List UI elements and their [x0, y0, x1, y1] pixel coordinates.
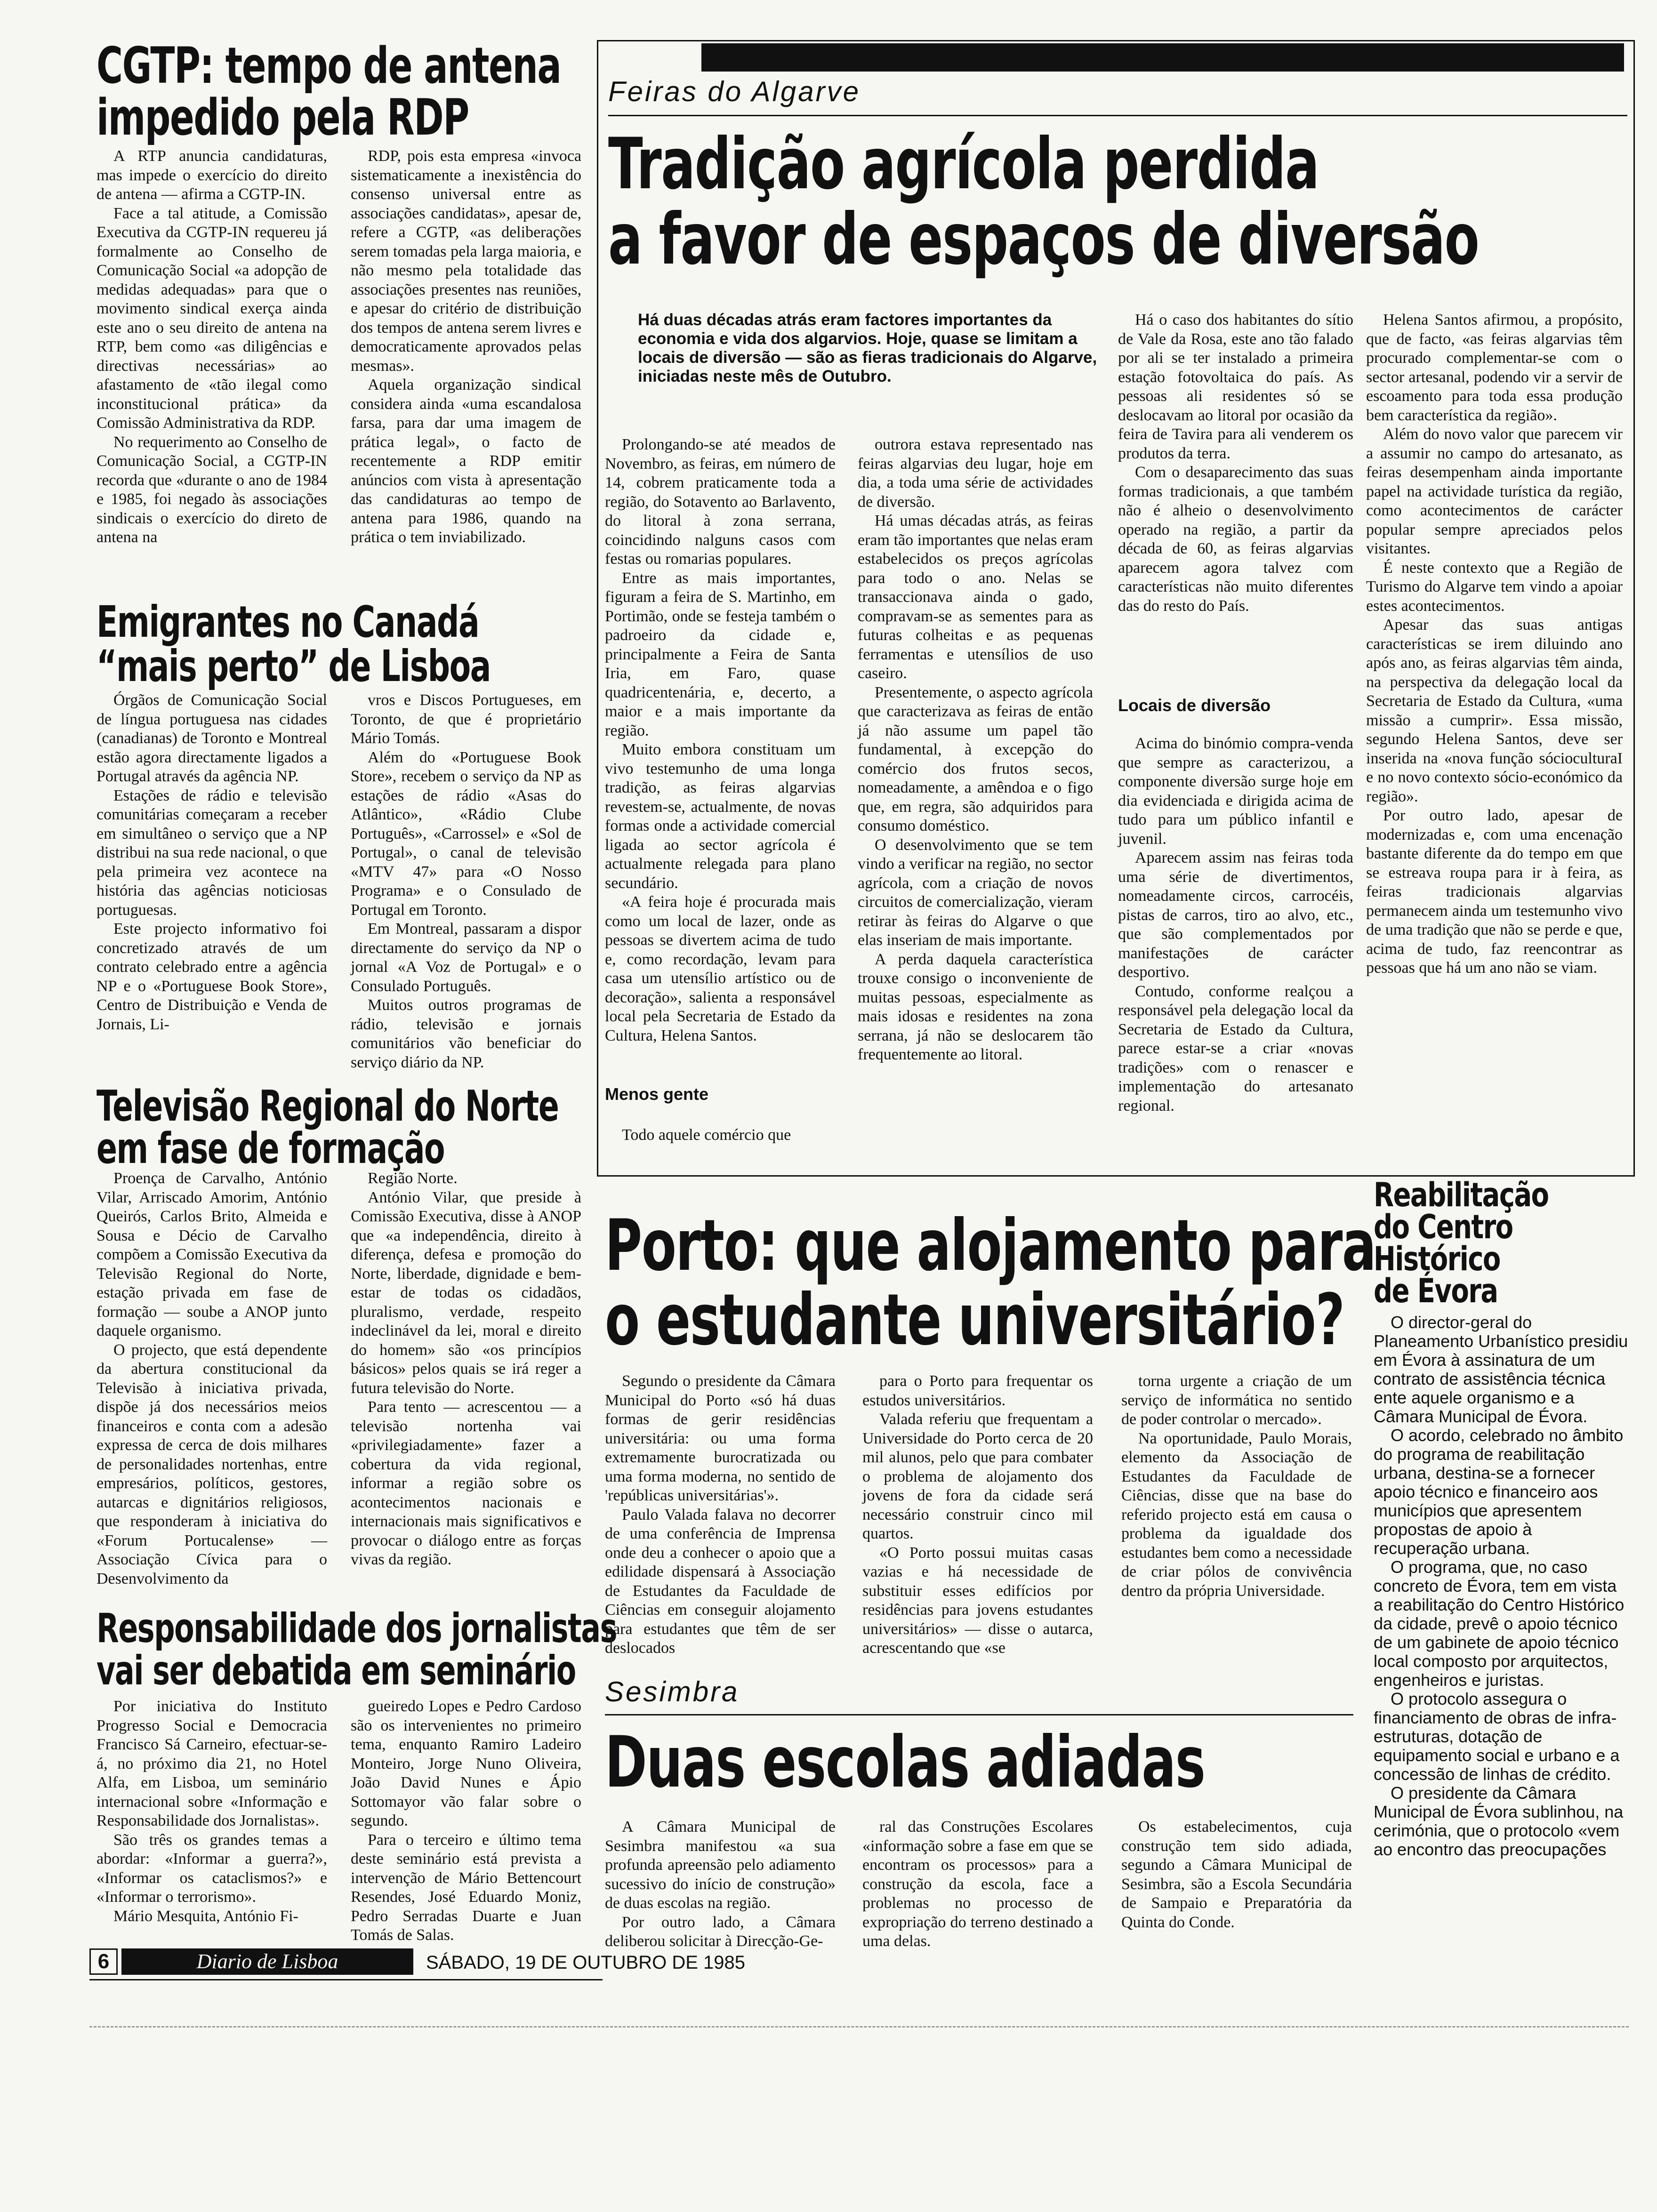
feiras-top-bar	[701, 43, 1624, 72]
feiras-column-3a-paragraph-1: Há o caso dos habitantes do sítio de Vale da Rosa, este ano tão falado por ali se ter instalado a primeira estação fotovoltaica do país. As pessoas ali residentes só se deslocavam ao litoral por ocasião da feira de Tavira para ali venderem os produtos da terra.	[1118, 311, 1353, 462]
emigrantes-column-1-paragraph-2: Estações de rádio e televisão comunitárias começaram a receber em simultâneo o serviço que a NP distribui na sua rede nacional, o que pela primeira vez acontece na história das agências noticiosas portuguesas.	[97, 786, 328, 919]
emigrantes-headline-line-2: “mais perto” de Lisboa	[97, 641, 491, 691]
tv-norte-headline-line-2: em fase de formação	[97, 1124, 445, 1173]
feiras-column-4-paragraph-1: Helena Santos afirmou, a propósito, que de facto, «as feiras algarvias têm procurado complementar-se com o sector artesanal, podendo vir a servir de escoamento para toda essa produção bem característica da região».	[1366, 311, 1623, 424]
tv-norte-column-1-paragraph-1: Proença de Carvalho, António Vilar, Arriscado Amorim, António Queirós, Carlos Brito, Almeida e Sousa e Décio de Carvalho compõem a Comissão Executiva da Televisão Regional do Norte, estação privada em fase de formação — soube a ANOP junto daquele organismo.	[97, 1170, 327, 1339]
tv-norte-column-1	[97, 1169, 327, 1588]
porto-column-1	[605, 1372, 836, 1658]
evora-body-paragraph-4: O protocolo assegura o financiamento de obras de infra-estruturas, dotação de equipamento social e urbano e a concessão de linhas de crédito.	[1374, 1689, 1620, 1784]
evora-headline-line-2: do Centro	[1374, 1208, 1513, 1246]
cgtp-headline-line-1: CGTP: tempo de antena	[97, 37, 561, 95]
evora-body-paragraph-5: O presidente da Câmara Municipal de Évora sublinhou, na cerimónia, que o protocolo «vem ao encontro das preocupações	[1374, 1783, 1624, 1859]
jornalistas-headline-line-2: vai ser debatida em seminário	[97, 1647, 576, 1694]
cgtp-column-1-paragraph-1: A RTP anuncia candidaturas, mas impede o exercício do direito de antena — afirma a CGTP-IN.	[97, 147, 327, 203]
feiras-column-2-paragraph-1: outrora estava representado nas feiras algarvias deu lugar, hoje em dia, a toda uma série de actividades de diversão.	[858, 436, 1093, 511]
cgtp-column-1-paragraph-2: Face a tal atitude, a Comissão Executiva da CGTP-IN requereu já formalmente ao Conselho de Comunicação Social «a adopção de medidas adequadas» para que o movimento sindical exerça ainda este ano o seu direito de antena na RTP, bem como «as diligências e directivas necessárias» ao afastamento de «tão ilegal como inconstitucional prática» da Comissão Administrativa da RDP.	[97, 204, 327, 432]
jornalistas-column-2-paragraph-2: Para o terceiro e último tema deste seminário está prevista a intervenção de Mário Bettencourt Resendes, José Eduardo Moniz, Pedro Serradas Duarte e Juan Tomás de Salas.	[351, 1831, 581, 1944]
feiras-column-3b-paragraph-1: Acima do binómio compra-venda que sempre as caracterizou, a componente diversão surge hoje em dia evidenciada e dirigida acima de tudo para um público infantil e juvenil.	[1118, 735, 1353, 848]
feiras-column-4-paragraph-5: Por outro lado, apesar de modernizadas e, com uma encenação bastante diferente da do tempo em que se estreava roupa para ir à feira, as feiras tradicionais algarvias permanecem ainda um testemunho vivo de uma tradição que não se perde e que, acima de tudo, faz reencontrar as pessoas que há um ano não se viam.	[1366, 807, 1623, 977]
emigrantes-column-2-paragraph-3: Em Montreal, passaram a dispor directamente do serviço da NP o jornal «A Voz de Portugal» e o Consulado Português.	[351, 920, 581, 995]
jornalistas-headline-line-1: Responsabilidade dos jornalistas	[97, 1605, 617, 1652]
feiras-column-3a-paragraph-2: Com o desaparecimento das suas formas tradicionais, a que também não é alheio o desenvolvimento operado na região, a partir da década de 60, as feiras algarvias aparecem agora talvez com características não muito diferentes das do resto do País.	[1118, 464, 1353, 615]
feiras-column-3b-paragraph-2: Aparecem assim nas feiras toda uma série de divertimentos, nomeadamente circos, carrocéis, pistas de carros, tiro ao alvo, etc., que são complementados por manifestações de carácter desportivo.	[1118, 849, 1353, 981]
masthead: Diario de Lisboa	[196, 1950, 338, 1973]
page-number-box	[89, 1948, 118, 1975]
jornalistas-column-2-paragraph-1: gueiredo Lopes e Pedro Cardoso são os intervenientes no primeiro tema, enquanto Ramiro Ladeiro Monteiro, Jorge Nuno Oliveira, João David Nunes e Ápio Sottomayor vão falar sobre o segundo.	[351, 1698, 581, 1829]
cgtp-column-1	[97, 147, 327, 547]
emigrantes-column-1-paragraph-3: Este projecto informativo foi concretizado através de um contrato celebrado entre a agência NP e o «Portuguese Book Store», Centro de Distribuição e Venda de Jornais, Li-	[97, 920, 327, 1033]
feiras-column-3b	[1118, 734, 1353, 1115]
feiras-headline-line-1: Tradição agrícola perdida	[608, 123, 1319, 205]
porto-column-3-paragraph-1: torna urgente a criação de um serviço de informática no sentido de poder controlar o mercado».	[1121, 1372, 1352, 1428]
tv-norte-column-2-paragraph-2: António Vilar, que preside à Comissão Executiva, disse à ANOP que «a independência, direito à diferença, defesa e promoção do Norte, liberdade, dignidade e bem-estar de todas os cidadãos, pluralismo, verdade, respeito indeclinável da lei, moral e direito do homem» são «os princípios básicos» pelos quais se irá reger a futura televisão do Norte.	[351, 1188, 581, 1397]
feiras-column-1	[605, 435, 836, 1045]
emigrantes-column-2-paragraph-2: Além do «Portuguese Book Store», recebem o serviço da NP as estações de rádio «Asas do Atlântico», «Rádio Clube Português», «Carrossel» e «Sol de Portugal», o canal de televisão «MTV 47» para «O Nosso Programa» e o Consulado de Portugal em Toronto.	[351, 748, 581, 919]
porto-headline-line-1: Porto: que alojamento para	[605, 1205, 1376, 1287]
feiras-column-1-paragraph-2: Entre as mais importantes, figuram a feira de S. Martinho, em Portimão, onde se festeja também o padroeiro da cidade e, principalmente a Feira de Santa Iria, em Faro, quase quadricentenária, e, decerto, a maior e a mais importante da região.	[605, 569, 836, 739]
cgtp-column-2	[351, 147, 581, 547]
feiras-kicker: Feiras do Algarve	[608, 76, 861, 107]
porto-column-3-paragraph-2: Na oportunidade, Paulo Morais, elemento da Associação de Estudantes da Faculdade de Ciências, disse que na base do referido projecto está em causa o problema da igualdade dos estudantes bem como a necessidade de criar pólos de convivência dentro da própria Universidade.	[1121, 1429, 1352, 1600]
feiras-column-2-paragraph-2: Há umas décadas atrás, as feiras eram tão importantes que nelas eram estabelecidos os preços agrícolas para todo o ano. Nelas se transaccionava ainda o gado, compravam-se as sementes para as futuras colheitas e as pequenas ferramentas e utensílios de uso caseiro.	[858, 512, 1093, 682]
feiras-column-2-paragraph-3: Presentemente, o aspecto agrícola que caracterizava as feiras de então já não assume um papel tão fundamental, à excepção do comércio dos frutos secos, nomeadamente, a amêndoa e o figo que, em regra, são adquiridos para consumo doméstico.	[858, 683, 1093, 834]
jornalistas-column-1	[97, 1697, 327, 1926]
sesimbra-column-3	[1121, 1818, 1352, 1932]
cgtp-column-2-paragraph-2: Aquela organização sindical considera ainda «uma escandalosa farsa, para dar uma imagem de prática legal», o facto de recentemente a RDP emitir anúncios com vista à apresentação das candidaturas ao tempo de antena para 1986, quando na prática o tem inviabilizado.	[351, 376, 581, 546]
porto-column-2-paragraph-2: Valada referiu que frequentam a Universidade do Porto cerca de 20 mil alunos, pelo que para combater o problema de alojamento dos jovens de fora da cidade será necessário construir cinco mil quartos.	[862, 1411, 1093, 1542]
porto-headline-line-2: o estudante universitário?	[605, 1279, 1344, 1361]
sesimbra-kicker: Sesimbra	[605, 1676, 740, 1707]
jornalistas-column-1-paragraph-1: Por iniciativa do Instituto Progresso Social e Democracia Francisco Sá Carneiro, efectuar-se-á, no próximo dia 21, no Hotel Alfa, em Lisboa, um seminário internacional sobre «Informação e Responsabilidade dos Jornalistas».	[97, 1698, 327, 1829]
tv-norte-column-2	[351, 1169, 581, 1570]
tv-norte-column-2-paragraph-1: Região Norte.	[368, 1170, 458, 1187]
evora-body-paragraph-2: O acordo, celebrado no âmbito do programa de reabilitação urbana, destina-se a fornecer apoio técnico e financeiro aos municípios que apresentem propostas de apoio à recuperação urbana.	[1374, 1426, 1624, 1558]
evora-headline	[1374, 1176, 1549, 1310]
emigrantes-column-2	[351, 691, 581, 1072]
emigrantes-column-2-paragraph-4: Muitos outros programas de rádio, televisão e jornais comunitários vão beneficiar do serviço diário da NP.	[351, 996, 581, 1071]
masthead-box	[121, 1948, 413, 1975]
cgtp-headline-line-2: impedido pela RDP	[97, 88, 469, 146]
sesimbra-kicker-rule	[605, 1714, 1353, 1715]
feiras-column-4	[1366, 311, 1623, 978]
emigrantes-column-2-paragraph-1: vros e Discos Portugueses, em Toronto, de que é proprietário Mário Tomás.	[351, 691, 581, 747]
sesimbra-column-1-paragraph-1: A Câmara Municipal de Sesimbra manifestou «a sua profunda apreensão pelo adiamento sucessivo do início de construção» de duas escolas na região.	[605, 1818, 836, 1912]
emigrantes-headline-line-1: Emigrantes no Canadá	[97, 597, 479, 647]
porto-column-1-paragraph-2: Paulo Valada falava no decorrer de uma conferência de Imprensa onde deu a conhecer o apoio que a edilidade dispensará à Associação de Estudantes da Faculdade de Ciências em conseguir alojamento para estudantes que têm de ser deslocados	[605, 1506, 836, 1657]
feiras-column-4-paragraph-3: É neste contexto que a Região de Turismo do Algarve tem vindo a apoiar estes acontecimentos.	[1366, 559, 1623, 615]
sesimbra-column-1	[605, 1818, 836, 1951]
cgtp-column-1-paragraph-3: No requerimento ao Conselho de Comunicação Social, a CGTP-IN recorda que «durante o ano de 1984 e 1985, foi negado às associações sindicais o exercício do direto de antena na	[97, 433, 327, 546]
footer-date: SÁBADO, 19 DE OUTUBRO DE 1985	[426, 1952, 746, 1973]
page-number: 6	[97, 1950, 110, 1973]
tv-norte-column-1-paragraph-2: O projecto, que está dependente da abertura constitucional da Televisão à iniciativa privada, dispõe já dos necessários meios financeiros e conta com a adesão expressa de cerca de dois milhares de personalidades nortenhas, entre empresários, políticos, gestores, autarcas e dignitários religiosos, que responderam à iniciativa do «Forum Portucalense» — Associação Cívica para o Desenvolvimento da	[97, 1341, 327, 1587]
evora-headline-line-4: de Évora	[1374, 1272, 1498, 1310]
feiras-column-1-paragraph-3: Muito embora constituam um vivo testemunho de uma longa tradição, as feiras algarvias revestem-se, actualmente, de novas formas onde a actividade comercial ligada ao sector agrícola é actualmente relegada para plano secundário.	[605, 741, 836, 892]
feiras-subhead-menos-gente: Menos gente	[605, 1084, 709, 1104]
sesimbra-column-2-paragraph-1: ral das Construções Escolares «informação sobre a fase em que se encontram os processos» para a construção da escola, face a problemas no processo de expropriação do terreno destinado a uma delas.	[862, 1818, 1093, 1950]
feiras-column-2-paragraph-5: A perda daquela característica trouxe consigo o inconveniente de muitas pessoas, especialmente as mais idosas e residentes na zona serrana, já não se deslocarem tão frequentemente ao litoral.	[858, 950, 1093, 1063]
evora-body-paragraph-3: O programa, que, no caso concreto de Évora, tem em vista a reabilitação do Centro Histórico da cidade, prevê o apoio técnico de um gabinete de apoio técnico local composto por arquitectos, engenheiros e juristas.	[1374, 1557, 1625, 1690]
feiras-column-2-paragraph-4: O desenvolvimento que se tem vindo a verificar na região, no sector agrícola, com a criação de novos circuitos de comercialização, vieram retirar às feiras do Algarve o que elas inseriam de mais importante.	[858, 836, 1093, 949]
cgtp-column-2-paragraph-1: RDP, pois esta empresa «invoca sistematicamente a inexistência do consenso universal entre as associações candidatas», apesar de, refere a CGTP, «as deliberações serem tomadas pela larga maioria, e não mesmo pela totalidade das associações presentes nas reuniões, e apesar do critério de distribuição dos tempos de antena serem livres e democraticamente aprovados pelas mesmas».	[351, 147, 581, 375]
feiras-column-1-tail-text: Todo aquele comércio que	[622, 1126, 791, 1144]
page-bottom-dashed-rule	[89, 2026, 1629, 2028]
tv-norte-column-2-paragraph-3: Para tento — acrescentou — a televisão nortenha vai «privilegiadamente» fazer a cobertura da vida regional, informar a região sobre os acontecimentos nacionais e internacionais mais significativos e provocar o diálogo entre as forças vivas da região.	[351, 1398, 581, 1568]
feiras-column-3a	[1118, 311, 1353, 616]
sesimbra-column-1-paragraph-2: Por outro lado, a Câmara deliberou solicitar à Direcção-Ge-	[605, 1913, 836, 1950]
jornalistas-column-1-paragraph-3: Mário Mesquita, António Fi-	[113, 1907, 298, 1925]
feiras-kicker-rule	[608, 115, 1627, 116]
evora-body	[1374, 1313, 1630, 1859]
feiras-headline-line-2: a favor de espaços de diversão	[608, 199, 1479, 281]
footer-rule	[89, 1979, 603, 1980]
feiras-column-1-paragraph-4: «A feira hoje é procurada mais como um local de lazer, onde as pessoas se divertem acima de tudo e, como recordação, levam para casa um utensílio artístico ou de decoração», salienta a responsável local pela Secretaria de Estado da Cultura, Helena Santos.	[605, 893, 836, 1044]
emigrantes-column-1-paragraph-1: Órgãos de Comunicação Social de língua portuguesa nas cidades (canadianas) de Toronto e Montreal estão agora directamente ligados a Portugal através da agência NP.	[97, 691, 327, 785]
feiras-column-2	[858, 435, 1093, 1065]
porto-column-2	[862, 1372, 1093, 1658]
sesimbra-column-3-paragraph-1: Os estabelecimentos, cuja construção tem sido adiada, segundo a Câmara Municipal de Sesimbra, são a Escola Secundária de Sampaio e Preparatória da Quinta do Conde.	[1121, 1818, 1352, 1931]
feiras-column-4-paragraph-4: Apesar das suas antigas características se irem diluindo ano após ano, as feiras algarvias têm ainda, na perspectiva da delegação local da Secretaria de Estado da Cultura, «uma missão a cumprir». Essa missão, segundo Helena Santos, deve ser inserida na «nova função sócioculturaI e no novo contexto sócio-económico da região».	[1366, 616, 1623, 805]
feiras-column-3b-paragraph-3: Contudo, conforme realçou a responsável pela delegação local da Secretaria de Estado da Cultura, parece estar-se a criar «novas tradições» com o renascer e implementação do artesanato regional.	[1118, 982, 1353, 1114]
tv-norte-headline-line-1: Televisão Regional do Norte	[97, 1082, 559, 1131]
sesimbra-headline: Duas escolas adiadas	[605, 1722, 1205, 1803]
porto-column-2-paragraph-1: para o Porto para frequentar os estudos universitários.	[862, 1372, 1093, 1409]
feiras-column-1-paragraph-1: Prolongando-se até meados de Novembro, as feiras, em número de 14, cobrem praticamente toda a região, do Sotavento ao Barlavento, do litoral à zona serrana, coincidindo nalguns casos com festas ou romarias populares.	[605, 436, 836, 568]
porto-column-3	[1121, 1372, 1352, 1601]
porto-column-2-paragraph-3: «O Porto possui muitas casas vazias e há necessidade de substituir esses edifícios por residências para jovens estudantes universitários» — disse o autarca, acrescentando que «se	[862, 1544, 1093, 1657]
feiras-column-4-paragraph-2: Além do novo valor que parecem vir a assumir no campo do artesanato, as feiras desempenham ainda importante papel na actividade turística da região, como acontecimentos de carácter popular sempre apreciados pelos visitantes.	[1366, 425, 1623, 557]
feiras-lead: Há duas décadas atrás eram factores importantes da economia e vida dos algarvios. Hoje, quase se limitam a locais de diversão — são as fieras tradicionais do Algarve, iniciadas neste mês de Outubro.	[638, 311, 1097, 385]
feiras-subhead-locais: Locais de diversão	[1118, 696, 1271, 715]
sesimbra-column-2	[862, 1818, 1093, 1951]
feiras-column-1-tail	[605, 1126, 836, 1145]
jornalistas-column-2	[351, 1697, 581, 1945]
evora-body-paragraph-1: O director-geral do Planeamento Urbanístico presidiu em Évora à assinatura de um contrato de assistência técnica ente aquele organismo e a Câmara Municipal de Évora.	[1374, 1313, 1628, 1426]
jornalistas-column-1-paragraph-2: São três os grandes temas a abordar: «Informar a guerra?», «Informar os cataclismos?» e «Informar o terrorismo».	[97, 1831, 327, 1906]
emigrantes-column-1	[97, 691, 327, 1034]
evora-headline-line-1: Reabilitação	[1374, 1176, 1549, 1214]
porto-column-1-paragraph-1: Segundo o presidente da Câmara Municipal do Porto «só há duas formas de gerir residências universitária: ou uma forma extremamente burocratizada ou uma forma moderna, no sentido de 'repúblicas universitárias'».	[605, 1372, 836, 1504]
evora-headline-line-3: Histórico	[1374, 1240, 1500, 1278]
